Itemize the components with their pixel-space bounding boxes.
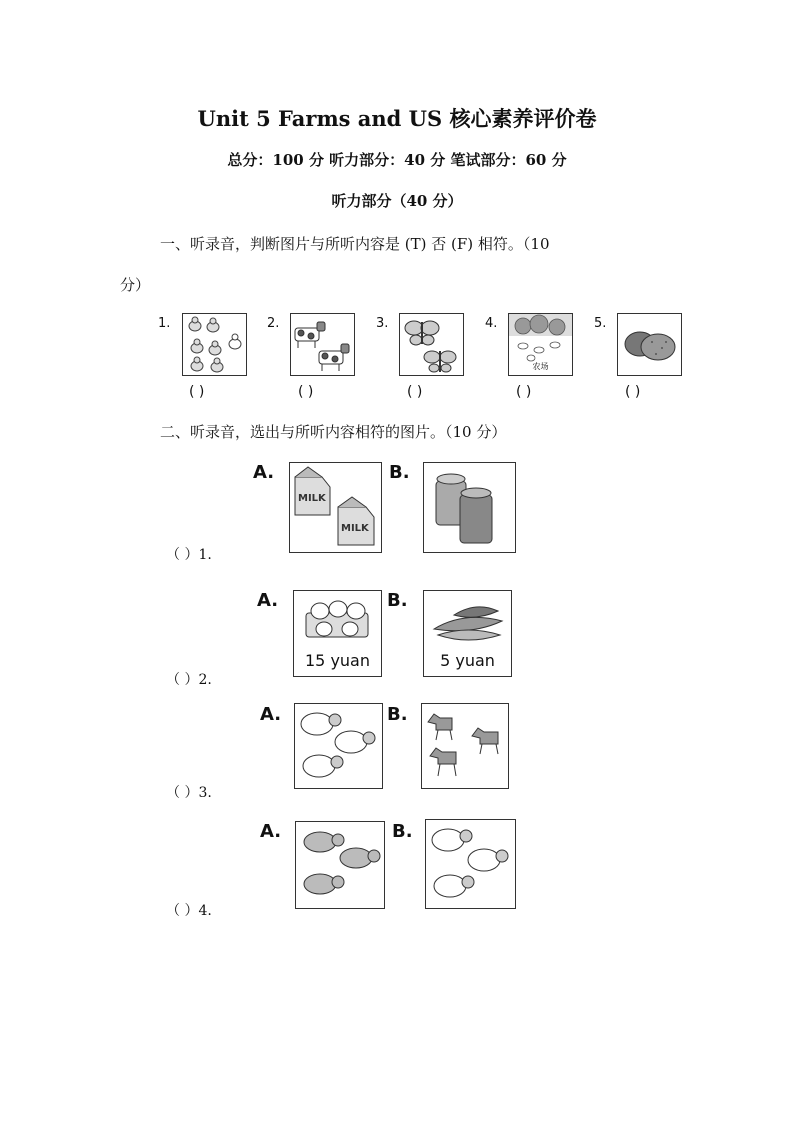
sheep-picture[interactable] — [294, 703, 383, 789]
part1-instruction: 一、听录音，判断图片与所听内容是 (T) 否 (F) 相符。（10 — [160, 235, 550, 253]
ducks-picture — [182, 313, 247, 376]
section-heading: 听力部分（40 分） — [331, 192, 463, 210]
part2-instruction: 二、听录音，选出与所听内容相符的图片。（10 分） — [160, 423, 507, 441]
answer-blank[interactable]: ( ) — [625, 384, 641, 400]
price-label: 5 yuan — [440, 651, 495, 670]
answer-blank[interactable]: ( ) — [189, 384, 205, 400]
answer-blank[interactable]: ( ) — [516, 384, 532, 400]
cows-picture — [290, 313, 355, 376]
score-breakdown: 总分：100 分 听力部分：40 分 笔试部分：60 分 — [227, 151, 567, 169]
beans-picture[interactable] — [423, 590, 512, 677]
milk-label: MILK — [298, 493, 326, 504]
option-b-label: B. — [387, 590, 408, 611]
option-a-label: A. — [260, 821, 282, 842]
item-number: 4. — [485, 316, 498, 331]
pigs-picture[interactable] — [295, 821, 385, 909]
item-number: 3. — [376, 316, 389, 331]
answer-blank[interactable]: ( ) — [407, 384, 423, 400]
option-a-label: A. — [260, 704, 282, 725]
answer-blank[interactable]: （ ）3. — [166, 785, 212, 801]
price-label: 15 yuan — [305, 651, 370, 670]
farm-caption: 农场 — [532, 362, 549, 371]
milk-cartons-picture[interactable] — [289, 462, 382, 553]
part1-instruction-cont: 分） — [120, 276, 151, 294]
answer-blank[interactable]: ( ) — [298, 384, 314, 400]
answer-blank[interactable]: （ ）4. — [166, 903, 212, 919]
potatoes-picture — [617, 313, 682, 376]
option-b-label: B. — [389, 462, 410, 483]
answer-blank[interactable]: （ ）2. — [166, 672, 212, 688]
milk-cans-picture[interactable] — [423, 462, 516, 553]
item-number: 1. — [158, 316, 171, 331]
farm-picture — [508, 313, 573, 376]
answer-blank[interactable]: （ ）1. — [166, 547, 212, 563]
page-title: Unit 5 Farms and US 核心素养评价卷 — [197, 106, 597, 131]
butterflies-picture — [399, 313, 464, 376]
option-a-label: A. — [253, 462, 275, 483]
item-number: 2. — [267, 316, 280, 331]
horses-picture[interactable] — [421, 703, 509, 789]
milk-label: MILK — [341, 523, 369, 534]
item-number: 5. — [594, 316, 607, 331]
eggs-picture[interactable] — [293, 590, 382, 677]
option-b-label: B. — [387, 704, 408, 725]
option-b-label: B. — [392, 821, 413, 842]
sheep-picture[interactable] — [425, 819, 516, 909]
option-a-label: A. — [257, 590, 279, 611]
